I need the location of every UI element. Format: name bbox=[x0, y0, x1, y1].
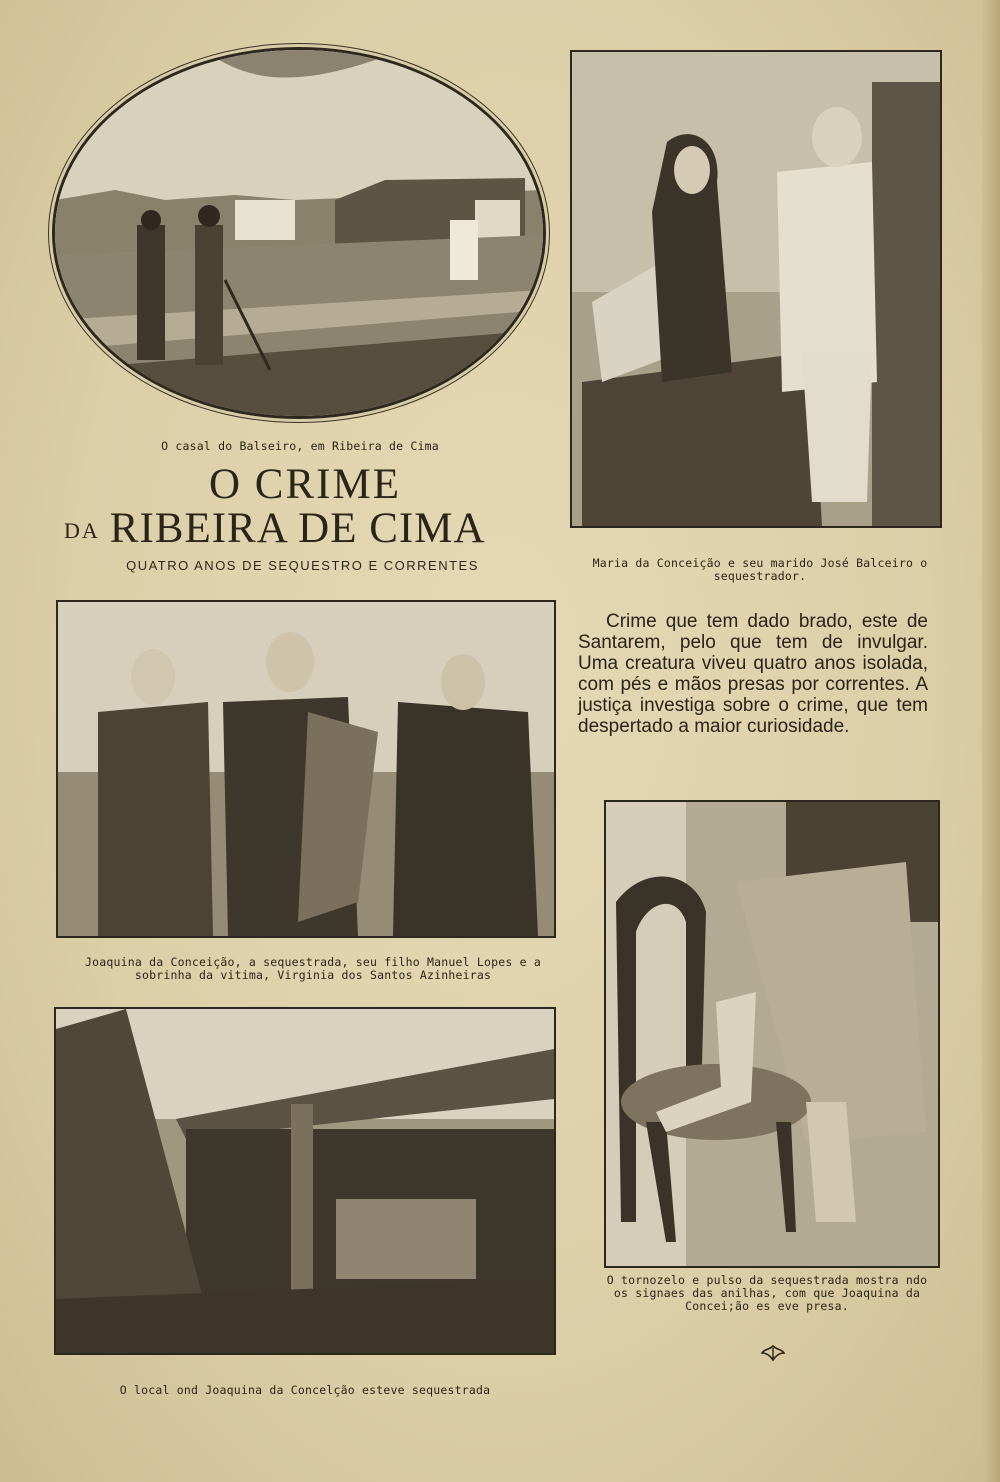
caption-group bbox=[66, 956, 560, 982]
caption-couple: Maria da Conceição e seu marido José Balceiro o sequestrador. bbox=[592, 556, 928, 583]
caption-group-line1: Joaquina da Conceição, a sequestrada, seu filho Manuel Lopes e a bbox=[85, 955, 541, 969]
caption-ankle-line1: O tornozelo e pulso da sequestrada mostra ndo bbox=[606, 1273, 928, 1287]
headline-da: DA bbox=[64, 518, 100, 543]
photo-couple bbox=[570, 50, 942, 528]
photo-hut bbox=[54, 1007, 556, 1355]
caption-ankle-line3: Concei;ão es eve presa. bbox=[685, 1299, 849, 1313]
photo-ankle bbox=[604, 800, 940, 1268]
caption-group-line2: sobrinha da vitima, Virginia dos Santos Azinheiras bbox=[134, 968, 492, 982]
photo-field-oval bbox=[52, 47, 546, 419]
page-edge bbox=[982, 0, 1000, 1482]
headline-subtitle: QUATRO ANOS DE SEQUESTRO E CORRENTES bbox=[126, 558, 479, 573]
article-text: Crime que tem dado brado, este de Santarem, pelo que tem de invulgar. Uma creatura viveu quatro anos isolada, com pés e mãos presas por correntes. A justiça investiga sobre o crime, que tem despertado a maior curiosidade. bbox=[578, 611, 928, 737]
caption-ankle bbox=[600, 1274, 934, 1313]
ornament-icon bbox=[760, 1344, 786, 1362]
caption-hut: O local ond Joaquina da Concelção esteve sequestrada bbox=[119, 1383, 491, 1397]
photo-group bbox=[56, 600, 556, 938]
headline-line1: O CRIME bbox=[209, 461, 401, 508]
caption-ankle-line2: os signaes das anilhas, com que Joaquina da bbox=[613, 1286, 921, 1300]
headline-line2 bbox=[64, 506, 544, 554]
headline-ribeira: RIBEIRA DE CIMA bbox=[109, 505, 486, 552]
caption-oval: O casal do Balseiro, em Ribeira de Cima bbox=[161, 439, 439, 453]
